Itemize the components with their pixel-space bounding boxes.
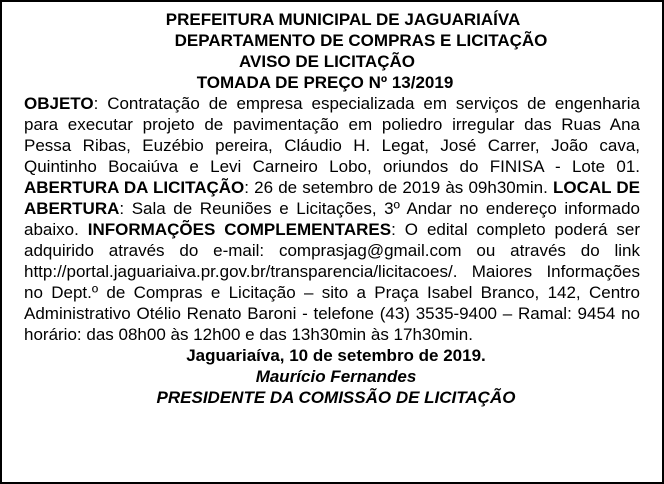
signer-name: Maurício Fernandes (255, 367, 417, 386)
objeto-label: OBJETO (24, 94, 94, 113)
info-label: INFORMAÇÕES COMPLEMENTARES (87, 220, 392, 239)
notice-body (24, 93, 640, 345)
info-text: : O edital completo poderá ser adquirido através do e-mail: comprasjag@gmail.com ou através do link http://portal.jaguariaiva.pr.gov.br/transparencia/licitacoes/. Maiores Informações no Dept.º de Compras e Licitação – sito a Praça Isabel Branco, 142, Centro Administrativo Otélio Renato Baroni - telefone (43) 3535-9400 – Ramal: 9454 no horário: das 08h00 às 12h00 e das 13h30min às 17h30min. (24, 220, 640, 344)
notice-title: AVISO DE LICITAÇÃO (239, 52, 415, 71)
local-label: LOCAL DE ABERTURA (24, 178, 641, 218)
objeto-text: : Contratação de empresa especializada em serviços de engenharia para executar projeto de pavimentação em poliedro irregular das Ruas Ana Pessa Ribas, Euzébio pereira, Cláudio H. Legat, José Carrer, João cava, Quintinho Bocaiúva e Levi Carneiro Lobo, oriundos do FINISA - Lote 01. (24, 94, 640, 176)
department-title: DEPARTAMENTO DE COMPRAS E LICITAÇÃO (174, 31, 548, 50)
abertura-label: ABERTURA DA LICITAÇÃO (24, 178, 245, 197)
abertura-text: : 26 de setembro de 2019 às 09h30min. (244, 178, 553, 197)
signer-role: PRESIDENTE DA COMISSÃO DE LICITAÇÃO (156, 388, 516, 407)
municipality-title: PREFEITURA MUNICIPAL DE JAGUARIAÍVA (165, 10, 521, 29)
process-number: TOMADA DE PREÇO Nº 13/2019 (196, 73, 454, 92)
local-text: : Sala de Reuniões e Licitações, 3º Andar no endereço informado abaixo. (24, 199, 640, 239)
date-line: Jaguariaíva, 10 de setembro de 2019. (186, 346, 486, 365)
